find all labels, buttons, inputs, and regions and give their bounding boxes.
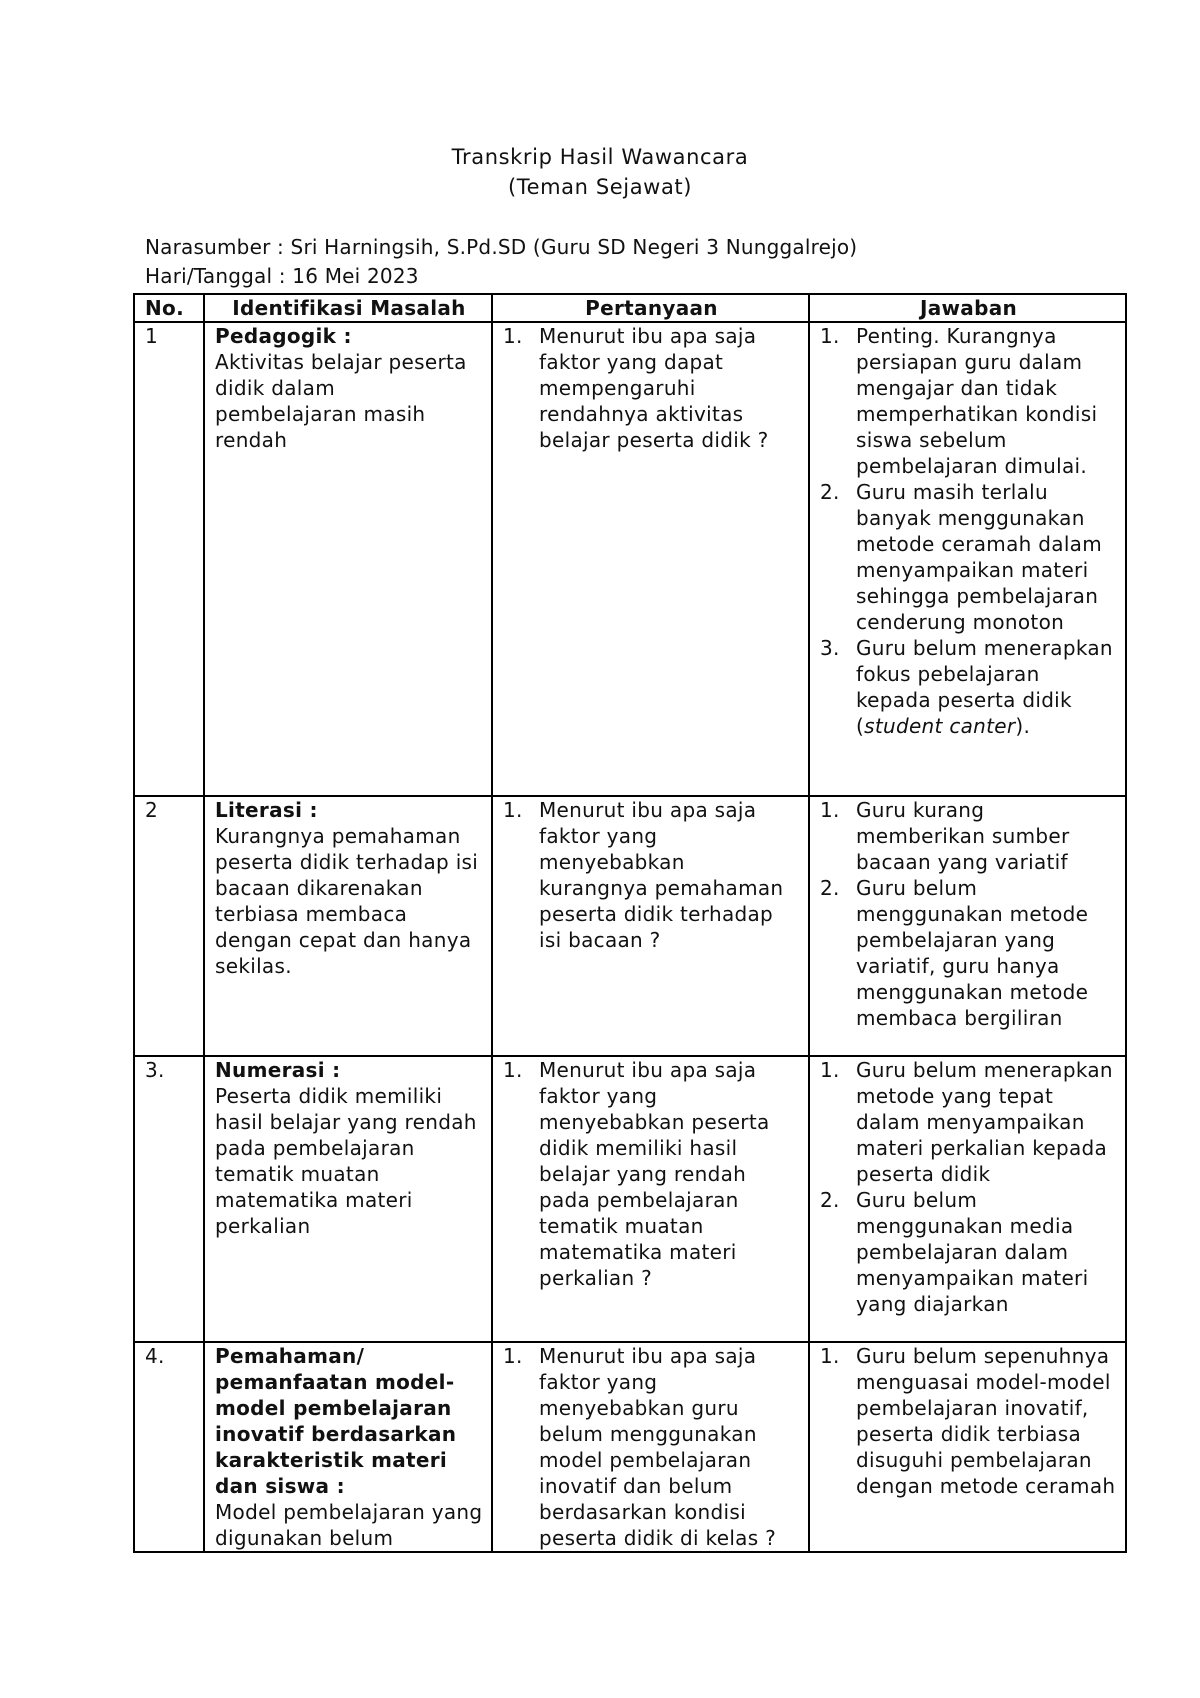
table-row — [134, 322, 1126, 796]
list-item: 1. Guru belum sepenuhnya menguasai model-model pembelajaran inovatif, peserta didik terbiasa disuguhi pembelajaran dengan metode ceramah — [820, 1344, 1116, 1498]
list-item: 2. Guru belum menggunakan metode pembelajaran yang variatif, guru hanya menggunakan metode membaca bergiliran — [820, 876, 1089, 1030]
tanggal-line: Hari/Tanggal : 16 Mei 2023 — [145, 264, 419, 288]
table-row — [134, 1056, 1126, 1342]
pertanyaan-cell — [492, 1342, 809, 1552]
jawaban-list — [820, 1343, 1117, 1499]
narasumber-line: Narasumber : Sri Harningsih, S.Pd.SD (Guru SD Negeri 3 Nunggalrejo) — [145, 235, 858, 259]
list-item: 2. Guru masih terlalu banyak menggunakan metode ceramah dalam menyampaikan materi sehingga pembelajaran cenderung monoton — [820, 480, 1103, 634]
masalah-text: Peserta didik memiliki hasil belajar yang rendah pada pembelajaran tematik muatan matematika materi perkalian — [215, 1084, 477, 1238]
list-item: 1. Guru kurang memberikan sumber bacaan yang variatif — [820, 798, 1070, 874]
masalah-cell — [204, 796, 492, 1056]
masalah-text: Aktivitas belajar peserta didik dalam pembelajaran masih rendah — [215, 350, 467, 452]
row-number: 2 — [134, 796, 204, 1056]
list-item: 1. Guru belum menerapkan metode yang tepat dalam menyampaikan materi perkalian kepada peserta didik — [820, 1058, 1113, 1186]
table-row — [134, 1342, 1126, 1552]
list-item: 3. Guru belum menerapkan fokus pebelajaran kepada peserta didik (student canter). — [820, 636, 1113, 738]
pertanyaan-list — [503, 1057, 800, 1291]
pertanyaan-list — [503, 797, 800, 953]
jawaban-list — [820, 323, 1117, 739]
kategori-label: Numerasi : — [215, 1058, 341, 1082]
masalah-cell — [204, 322, 492, 796]
row-number: 4. — [134, 1342, 204, 1552]
kategori-label: Pemahaman/ pemanfaatan model-model pembelajaran inovatif berdasarkan karakteristik materi dan siswa : — [215, 1344, 457, 1498]
masalah-text: Model pembelajaran yang digunakan belum — [215, 1500, 483, 1550]
kategori-label: Literasi : — [215, 798, 318, 822]
masalah-text: Kurangnya pemahaman peserta didik terhadap isi bacaan dikarenakan terbiasa membaca dengan cepat dan hanya sekilas. — [215, 824, 479, 978]
jawaban-cell — [809, 322, 1126, 796]
header-pertanyaan: Pertanyaan — [492, 294, 809, 322]
list-item: 1. Penting. Kurangnya persiapan guru dalam mengajar dan tidak memperhatikan kondisi siswa sebelum pembelajaran dimulai. — [820, 324, 1098, 478]
pertanyaan-list — [503, 323, 800, 453]
pertanyaan-cell — [492, 322, 809, 796]
row-number: 1 — [134, 322, 204, 796]
row-number: 3. — [134, 1056, 204, 1342]
interview-table — [133, 293, 1127, 1553]
header-no: No. — [134, 294, 204, 322]
list-item: 1. Menurut ibu apa saja faktor yang menyebabkan peserta didik memiliki hasil belajar yang rendah pada pembelajaran tematik muatan matematika materi perkalian ? — [503, 1058, 770, 1290]
jawaban-list — [820, 1057, 1117, 1317]
header-jawaban: Jawaban — [809, 294, 1126, 322]
masalah-cell — [204, 1056, 492, 1342]
italic-term: student canter — [864, 714, 1016, 738]
table-header-row — [134, 294, 1126, 322]
list-item: 1. Menurut ibu apa saja faktor yang menyebabkan guru belum menggunakan model pembelajaran inovatif dan belum berdasarkan kondisi peserta didik di kelas ? — [503, 1344, 777, 1550]
list-item: 1. Menurut ibu apa saja faktor yang dapat mempengaruhi rendahnya aktivitas belajar peserta didik ? — [503, 324, 769, 452]
document-title: Transkrip Hasil Wawancara — [451, 145, 749, 169]
pertanyaan-cell — [492, 1056, 809, 1342]
pertanyaan-cell — [492, 796, 809, 1056]
jawaban-list — [820, 797, 1117, 1031]
document-subtitle: (Teman Sejawat) — [507, 175, 693, 199]
list-item: 2. Guru belum menggunakan media pembelajaran dalam menyampaikan materi yang diajarkan — [820, 1188, 1089, 1316]
header-masalah: Identifikasi Masalah — [204, 294, 492, 322]
pertanyaan-list — [503, 1343, 800, 1551]
jawaban-cell — [809, 1056, 1126, 1342]
jawaban-cell — [809, 796, 1126, 1056]
jawaban-cell — [809, 1342, 1126, 1552]
table-row — [134, 796, 1126, 1056]
masalah-cell — [204, 1342, 492, 1552]
list-item: 1. Menurut ibu apa saja faktor yang menyebabkan kurangnya pemahaman peserta didik terhadap isi bacaan ? — [503, 798, 784, 952]
kategori-label: Pedagogik : — [215, 324, 352, 348]
